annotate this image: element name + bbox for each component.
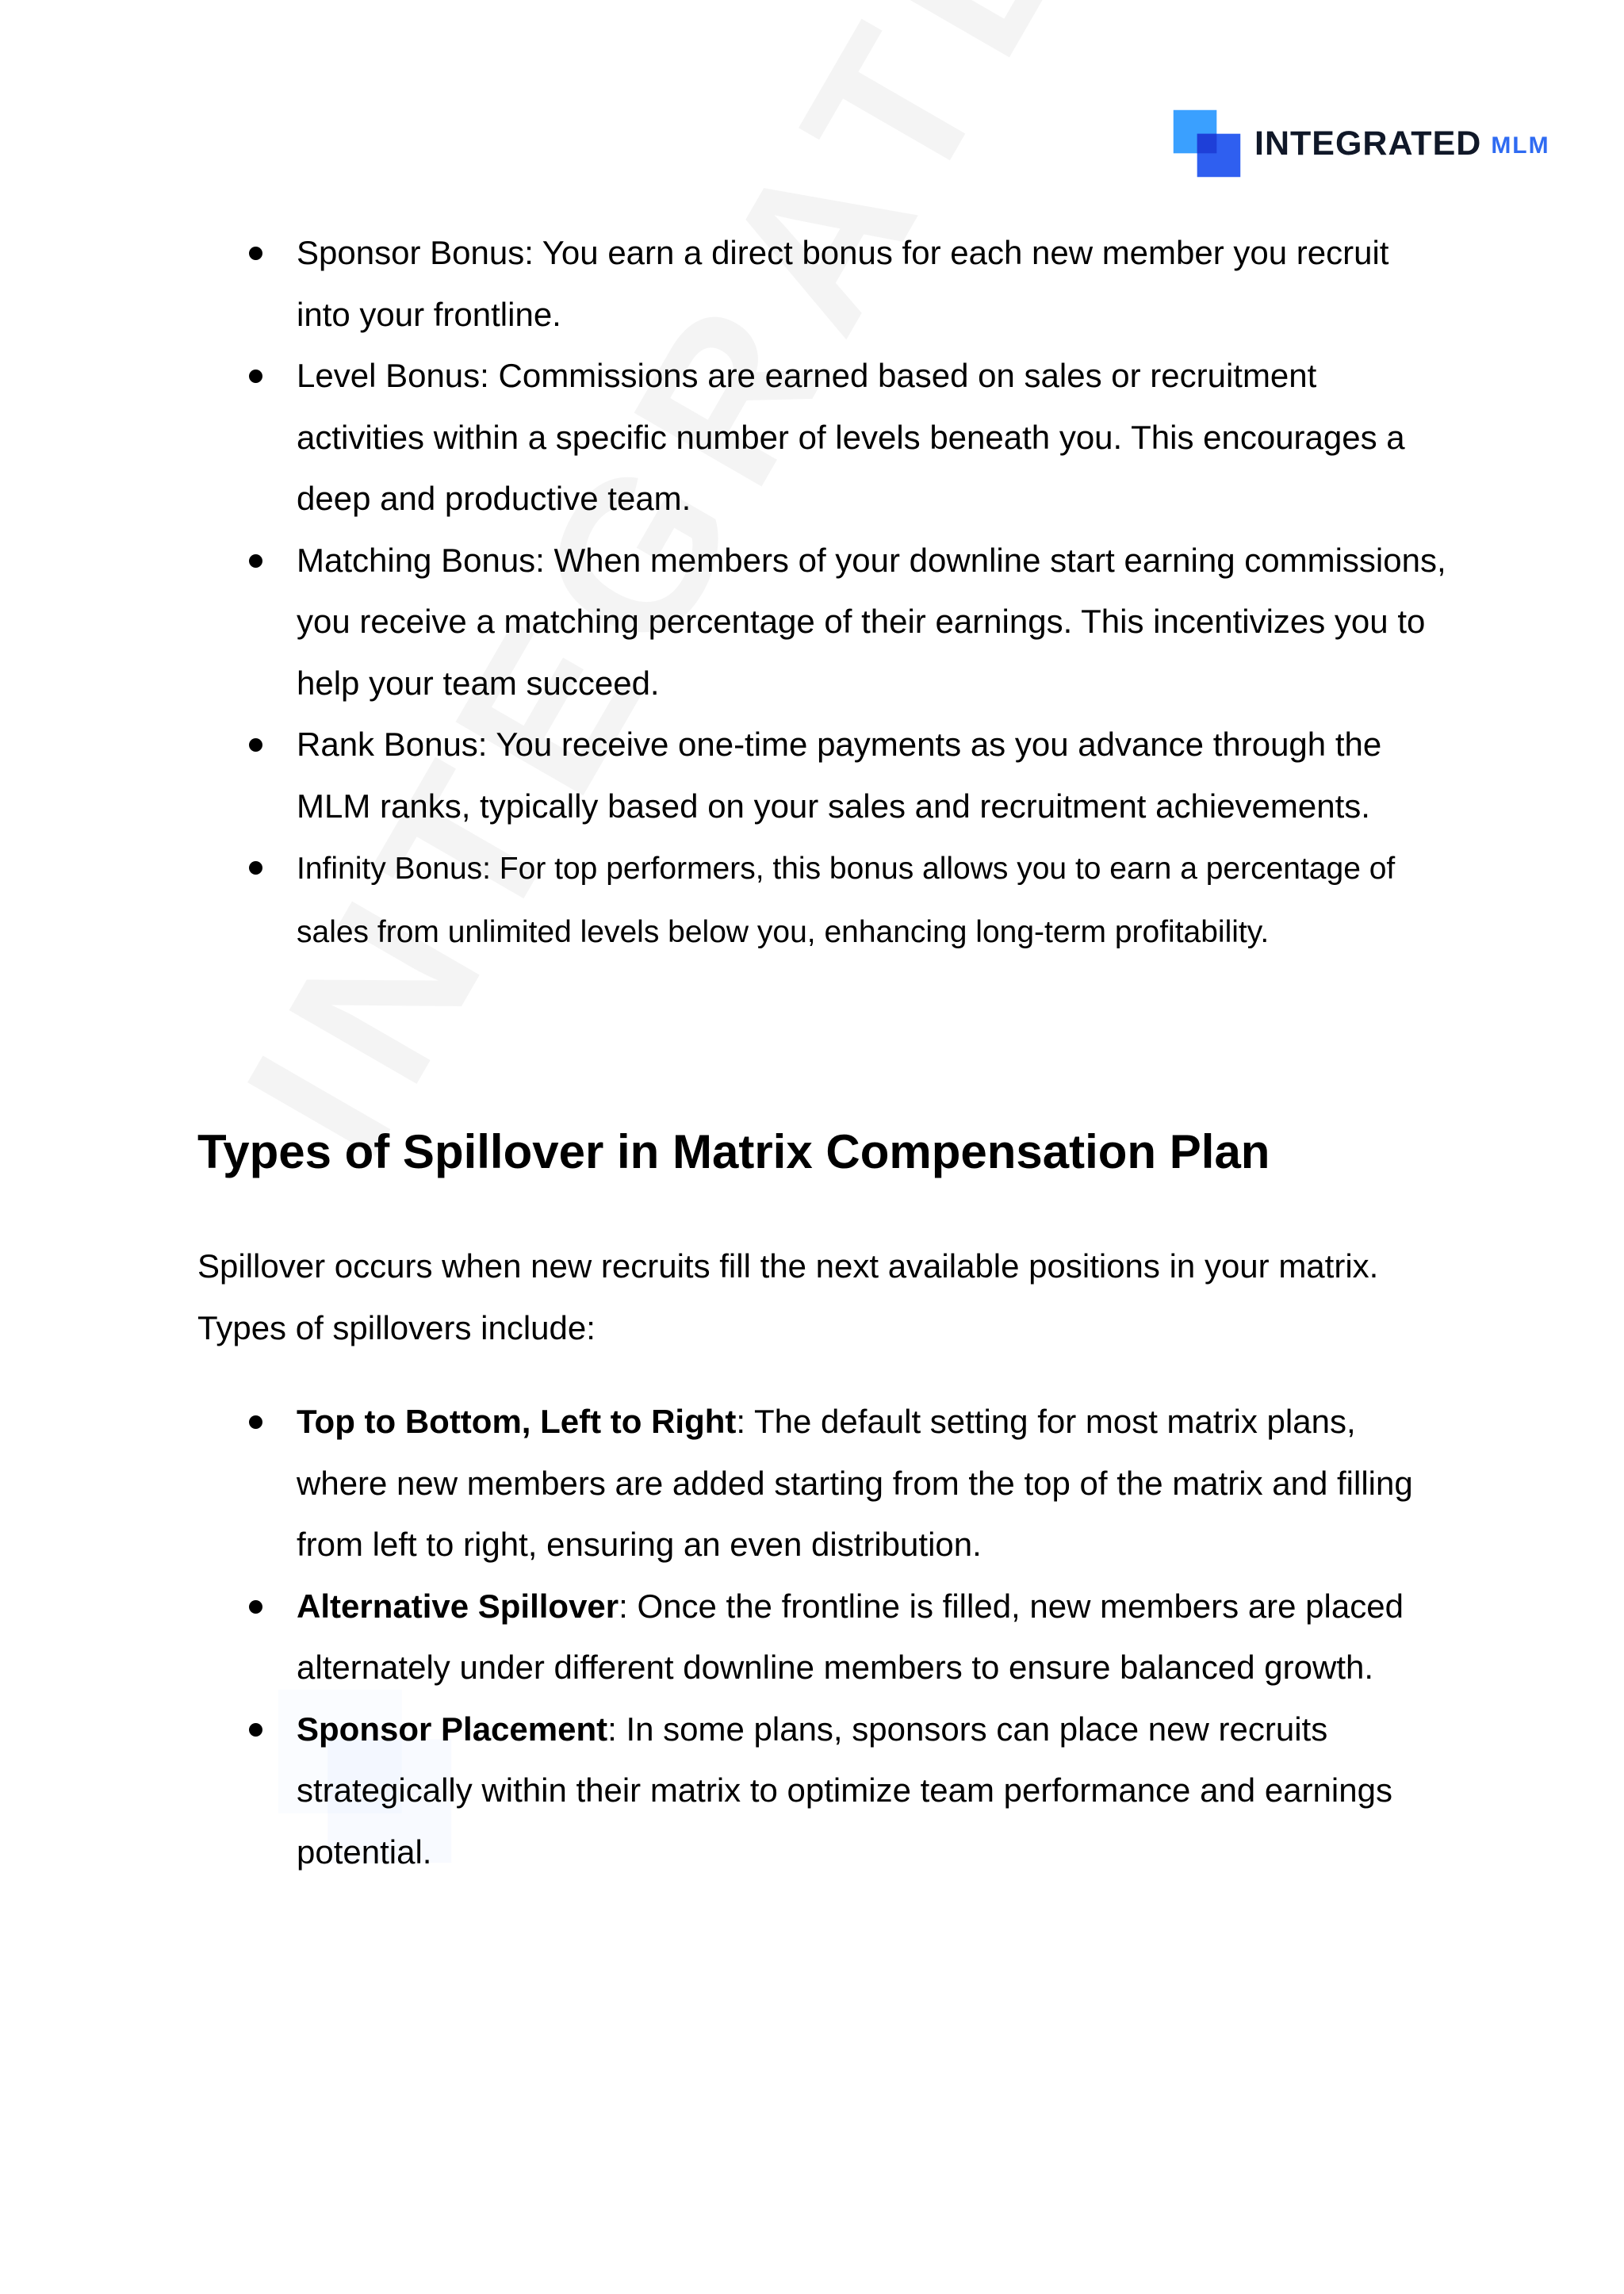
bullet-icon <box>249 861 262 875</box>
list-item <box>0 1391 1446 1576</box>
bullet-icon <box>249 1723 262 1737</box>
bullet-icon <box>249 554 262 568</box>
list-item <box>0 222 1446 345</box>
bullet-icon <box>249 247 262 260</box>
bonus-item-text: Sponsor Bonus: You earn a direct bonus for each new member you recruit into your frontline. <box>297 234 1389 333</box>
bonus-item-text: Rank Bonus: You receive one-time payments as you advance through the MLM ranks, typically based on your sales and recruitment achievements. <box>297 726 1382 825</box>
list-item <box>0 837 1446 963</box>
brand-logo <box>1172 108 1550 179</box>
spillover-term: Alternative Spillover <box>297 1587 619 1625</box>
section-heading: Types of Spillover in Matrix Compensation Plan <box>197 1125 1270 1178</box>
bullet-icon <box>249 370 262 383</box>
spillover-desc: : The default setting for most matrix plans, where new members are added starting from the top of the matrix and filling from left to right, ensuring an even distribution. <box>297 1403 1413 1563</box>
logo-squares-icon <box>1172 109 1242 178</box>
bullet-icon <box>249 1600 262 1614</box>
bonus-item-text: Level Bonus: Commissions are earned based on sales or recruitment activities within a specific number of levels beneath you. This encourages a deep and productive team. <box>297 357 1405 517</box>
list-item <box>0 714 1446 837</box>
bullet-icon <box>249 1415 262 1429</box>
list-item <box>0 345 1446 530</box>
bonus-item-text: Matching Bonus: When members of your downline start earning commissions, you receive a matching percentage of their earnings. This incentivizes you to help your team succeed. <box>297 541 1446 702</box>
spillover-desc: : Once the frontline is filled, new members are placed alternately under different downline members to ensure balanced growth. <box>297 1587 1404 1686</box>
list-item <box>0 1698 1446 1883</box>
spillover-list <box>0 1391 1446 1882</box>
bonus-list <box>0 222 1446 963</box>
spillover-term: Top to Bottom, Left to Right <box>297 1403 737 1440</box>
bullet-icon <box>249 738 262 752</box>
bonus-item-text: Infinity Bonus: For top performers, this bonus allows you to earn a percentage of sales from unlimited levels below you, enhancing long-term profitability. <box>297 852 1396 949</box>
section-intro: Spillover occurs when new recruits fill the next available positions in your matrix. Types of spillovers include: <box>197 1247 1379 1346</box>
logo-suffix: MLM <box>1491 132 1550 159</box>
list-item <box>0 530 1446 714</box>
list-item <box>0 1576 1446 1698</box>
spillover-term: Sponsor Placement <box>297 1710 608 1748</box>
spillover-desc: : In some plans, sponsors can place new recruits strategically within their matrix to optimize team performance and earnings potential. <box>297 1710 1392 1871</box>
logo-wordmark: INTEGRATED <box>1254 124 1482 163</box>
